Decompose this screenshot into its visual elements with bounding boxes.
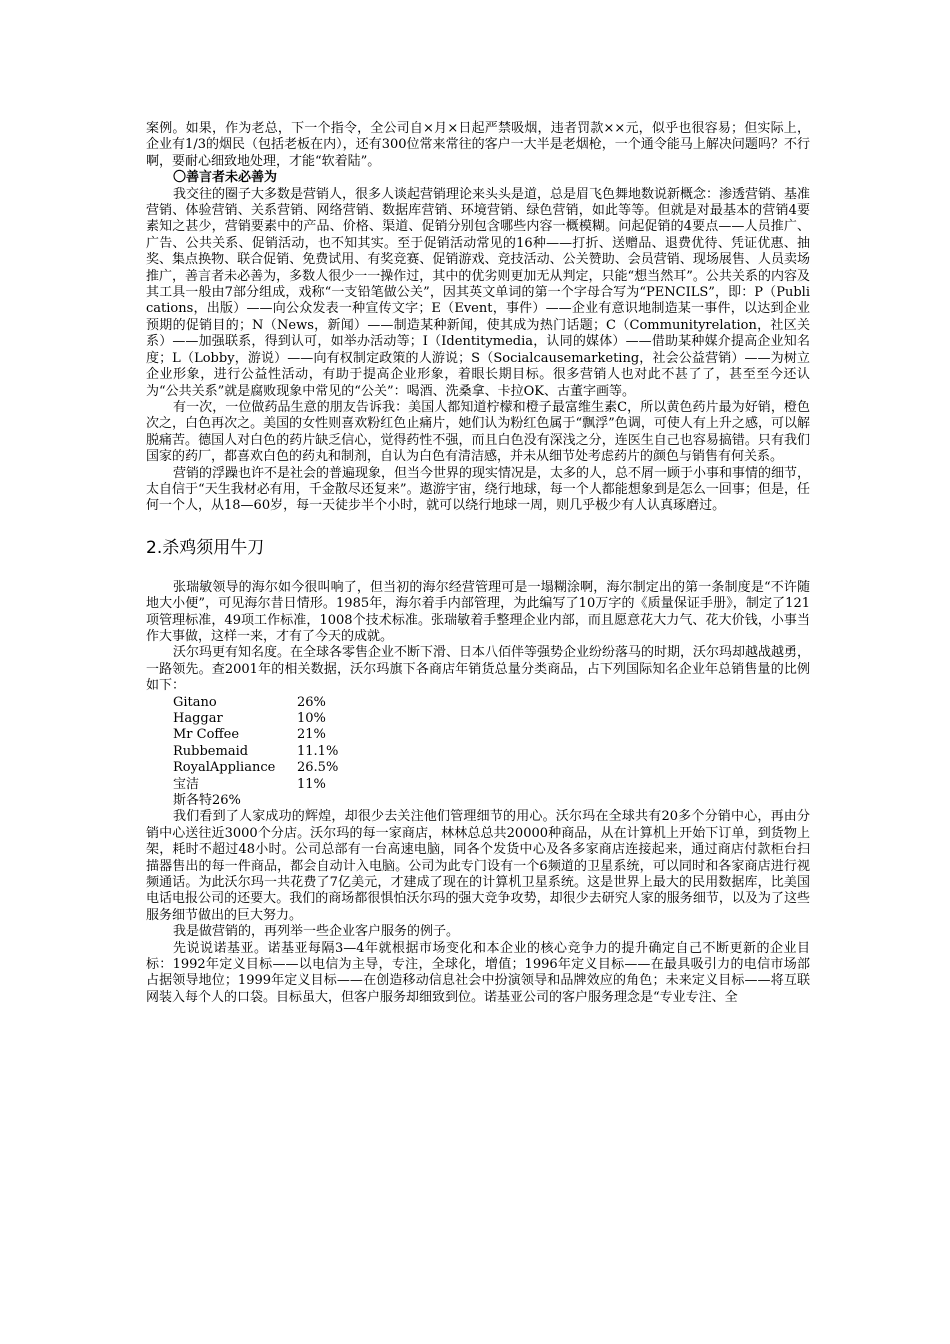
company-name: Rubbemaid bbox=[173, 743, 249, 759]
company-share-inline: 斯各特26% bbox=[173, 792, 241, 808]
share-value: 21% bbox=[297, 727, 326, 743]
subheading-good-talkers: 〇善言者未必善为 bbox=[173, 170, 278, 186]
paragraph-smoking-case: 案例。如果，作为老总，下一个指令，全公司自×月×日起严禁吸烟，违者罚款××元，似乎也很容易；但实际上，企业有1/3的烟民（包括老板在内），还有300位常来常往的客户一大半是老烟枪，一个通令能马上解决问题吗？不行啊，要耐心细致地处理，才能“软着陆”。 bbox=[146, 121, 810, 169]
share-value: 11% bbox=[297, 776, 326, 792]
paragraph-walmart-intro: 沃尔玛更有知名度。在全球各零售企业不断下滑、日本八佰伴等强势企业纷纷落马的时期，沃尔玛却越战越勇，一路领先。查2001年的相关数据，沃尔玛旗下各商店年销货总量分类商品，占下列国际知名企业年总销售量的比例如下： bbox=[146, 645, 811, 694]
paragraph-walmart-details: 我们看到了人家成功的辉煌，却很少去关注他们管理细节的用心。沃尔玛在全球共有20多个分销中心，再由分销中心送往近3000个分店。沃尔玛的每一家商店，林林总总共20000种商品，从在计算机上开始下订单，到货物上架，耗时不超过48小时。公司总部有一台高速电脑，同各个发货中心及各多家商店连接起来，通过商店付款柜台扫描器售出的每一件商品，都会自动计入电脑。公司为此专门设有一个6频道的卫星系统，可以同时和各家商店进行视频通话。为此沃尔玛一共花费了7亿美元，才建成了现在的计算机卫星系统。这是世界上最大的民用数据库，比美国电话电报公司的还要大。我们的商场都很惧怕沃尔玛的强大竞争攻势，却很少去研究人家的服务细节，以及为了这些服务细节做出的巨大努力。 bbox=[146, 809, 810, 923]
share-value: 26% bbox=[297, 694, 326, 710]
paragraph-haier: 张瑞敏领导的海尔如今很叫响了，但当初的海尔经营管理可是一塌糊涂啊，海尔制定出的第一条制度是“不许随地大小便”，可见海尔昔日情形。1985年，海尔着手内部管理，为此编写了10万字的《质量保证手册》，制定了121项管理标准，49项工作标准，1008个技术标准。张瑞敏着手整理企业内部，而且愿意花大力气、花大价钱，小事当作大事做，这样一来，才有了今天的成就。 bbox=[146, 579, 810, 644]
paragraph-service-examples: 我是做营销的，再列举一些企业客户服务的例子。 bbox=[173, 924, 460, 940]
paragraph-marketing-concepts: 我交往的圈子大多数是营销人，很多人谈起营销理论来头头是道，总是眉飞色舞地数说新概念：渗透营销、基准营销、体验营销、关系营销、网络营销、数据库营销、环境营销、绿色营销，如此等等。但就是对最基本的营销4要素知之甚少，营销要素中的产品、价格、渠道、促销分别包含哪些内容一概模糊。问起促销的4要点——人员推广、广告、公共关系、促销活动，也不知其实。至于促销活动常见的16种——打折、送赠品、退费优待、凭证优惠、抽奖、集点换物、联合促销、免费试用、有奖竞赛、促销游戏、竞技活动、公关赞助、会员营销、现场展售、人员卖场推广，善言者未必善为，多数人很少一一操作过，其中的优劣则更加无从判定，只能“想当然耳”。公共关系的内容及其工具一般由7部分组成，戏称“一支铅笔做公关”，因其英文单词的第一个字母合写为“PENCILS”，即：P（Publications，出版）——向公众发表一种宣传文字；E（Event，事件）——企业有意识地制造某一事件，以达到企业预期的促销目的；N（News，新闻）——制造某种新闻，使其成为热门话题；C（Communityrelation，社区关系）——加强联系，得到认可，如举办活动等；I（Identitymedia，认同的媒体）——借助某种媒介提高企业知名度；L（Lobby，游说）——向有权制定政策的人游说；S（Socialcausemarketing，社会公益营销）——为树立企业形象，进行公益性活动，有助于提高企业形象，着眼长期目标。很多营销人也对此不甚了了，甚至至今还认为“公共关系”就是腐败现象中常见的“公关”：喝酒、洗桑拿、卡拉OK、古董字画等。 bbox=[146, 186, 811, 399]
sales-share-row bbox=[173, 695, 810, 711]
share-value: 26.5% bbox=[297, 760, 339, 776]
company-name: Haggar bbox=[173, 710, 223, 726]
sales-share-list bbox=[146, 695, 810, 810]
sales-share-row bbox=[173, 727, 810, 743]
section-title: 2.杀鸡须用牛刀 bbox=[146, 537, 265, 558]
sales-share-row-last bbox=[173, 793, 810, 809]
paragraph-marketing-impatience: 营销的浮躁也许不是社会的普遍现象，但当今世界的现实情况是，太多的人，总不屑一顾于小事和事情的细节，太自信于“天生我材必有用，千金散尽还复来”。遨游宇宙，绕行地球，每一个人都能想象到是怎么一回事；但是，任何一个人，从18—60岁，每一天徒步半个小时，就可以绕行地球一周，则几乎极少有人认真琢磨过。 bbox=[146, 465, 811, 514]
paragraph-pill-colors: 有一次，一位做药品生意的朋友告诉我：美国人都知道柠檬和橙子最富维生素C，所以黄色药片最为好销，橙色次之，白色再次之。美国的女性则喜欢粉红色止痛片，她们认为粉红色属于“飘浮”色调，可使人有上升之感，可以解脱痛苦。德国人对白色的药片缺乏信心，觉得药性不强，而且白色没有深浅之分，连医生自己也容易搞错。只有我们国家的药厂，都喜欢白色的药丸和制剂，自认为白色有清洁感，并未从细节处考虑药片的颜色与销售有何关系。 bbox=[146, 399, 810, 465]
company-name: Mr Coffee bbox=[173, 727, 240, 743]
company-name: RoyalAppliance bbox=[173, 760, 276, 776]
share-value: 10% bbox=[297, 710, 326, 726]
document-page bbox=[146, 121, 810, 1006]
sales-share-row bbox=[173, 744, 810, 760]
company-name: 宝洁 bbox=[173, 776, 200, 792]
sales-share-row bbox=[173, 711, 810, 727]
sales-share-row bbox=[173, 760, 810, 776]
company-name: Gitano bbox=[173, 694, 217, 710]
share-value: 11.1% bbox=[297, 743, 339, 759]
paragraph-nokia: 先说说诺基亚。诺基亚每隔3—4年就根据市场变化和本企业的核心竞争力的提升确定自己不断更新的企业目标：1992年定义目标——以电信为主导，专注，全球化，增值；1996年定义目标——在最具吸引力的电信市场部占据领导地位；1999年定义目标——在创造移动信息社会中扮演领导和品牌效应的角色；未来定义目标——将互联网装入每个人的口袋。目标虽大，但客户服务却细致到位。诺基亚公司的客户服务理念是“专业专注、全 bbox=[146, 940, 810, 1005]
sales-share-row bbox=[173, 777, 810, 793]
